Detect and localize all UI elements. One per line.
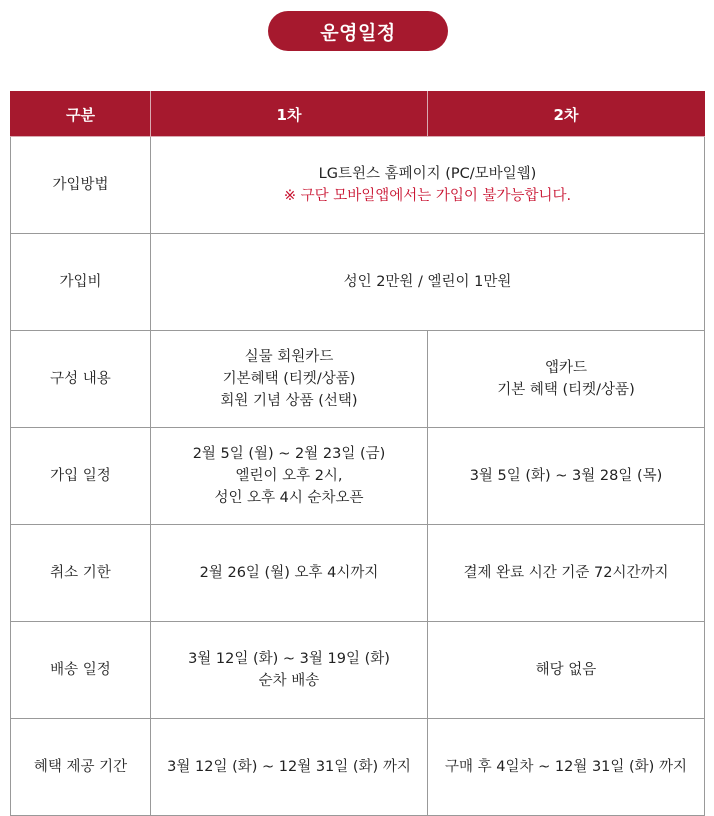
- row-contents: [11, 331, 705, 428]
- signup-first-line: 2월 5일 (월) ~ 2월 23일 (금): [192, 446, 386, 462]
- header-category: 구분: [11, 92, 151, 137]
- cell-benefit-second: 구매 후 4일차 ~ 12월 31일 (화) 까지: [428, 719, 705, 816]
- cell-benefit-first: 3월 12일 (화) ~ 12월 31일 (화) 까지: [151, 719, 428, 816]
- cell-method: [151, 137, 705, 234]
- cell-delivery-second: 해당 없음: [428, 622, 705, 719]
- contents-first-line: 기본혜택 (티켓/상품): [222, 371, 356, 387]
- cell-delivery-first: [151, 622, 428, 719]
- cell-signup-first: [151, 428, 428, 525]
- page-title: 운영일정: [268, 11, 448, 51]
- row-label-fee: 가입비: [11, 234, 151, 331]
- method-text: LG트윈스 홈페이지 (PC/모바일웹): [318, 166, 537, 182]
- row-label-signup: 가입 일정: [11, 428, 151, 525]
- row-cancel-deadline: [11, 525, 705, 622]
- contents-first-line: 회원 기념 상품 (선택): [220, 393, 358, 409]
- contents-first-line: 실물 회원카드: [244, 349, 334, 365]
- row-signup-schedule: [11, 428, 705, 525]
- signup-first-line: 성인 오후 4시 순차오픈: [214, 490, 364, 506]
- row-delivery-schedule: [11, 622, 705, 719]
- row-signup-fee: [11, 234, 705, 331]
- cell-cancel-second: 결제 완료 시간 기준 72시간까지: [428, 525, 705, 622]
- row-label-cancel: 취소 기한: [11, 525, 151, 622]
- cell-cancel-first: 2월 26일 (월) 오후 4시까지: [151, 525, 428, 622]
- cell-contents-first: [151, 331, 428, 428]
- delivery-first-line: 순차 배송: [258, 673, 320, 689]
- header-second-round: 2차: [428, 92, 705, 137]
- schedule-table: [10, 91, 705, 816]
- cell-fee: 성인 2만원 / 엘린이 1만원: [151, 234, 705, 331]
- row-label-benefit: 혜택 제공 기간: [11, 719, 151, 816]
- row-label-method: 가입방법: [11, 137, 151, 234]
- header-first-round: 1차: [151, 92, 428, 137]
- row-benefit-period: [11, 719, 705, 816]
- row-label-contents: 구성 내용: [11, 331, 151, 428]
- contents-second-line: 앱카드: [544, 360, 588, 376]
- row-signup-method: [11, 137, 705, 234]
- cell-signup-second: 3월 5일 (화) ~ 3월 28일 (목): [428, 428, 705, 525]
- contents-second-line: 기본 혜택 (티켓/상품): [497, 382, 635, 398]
- cell-contents-second: [428, 331, 705, 428]
- signup-first-line: 엘린이 오후 2시,: [235, 468, 343, 484]
- delivery-first-line: 3월 12일 (화) ~ 3월 19일 (화): [188, 651, 390, 667]
- row-label-delivery: 배송 일정: [11, 622, 151, 719]
- method-notice: ※ 구단 모바일앱에서는 가입이 불가능합니다.: [283, 188, 572, 204]
- table-header-row: [11, 92, 705, 137]
